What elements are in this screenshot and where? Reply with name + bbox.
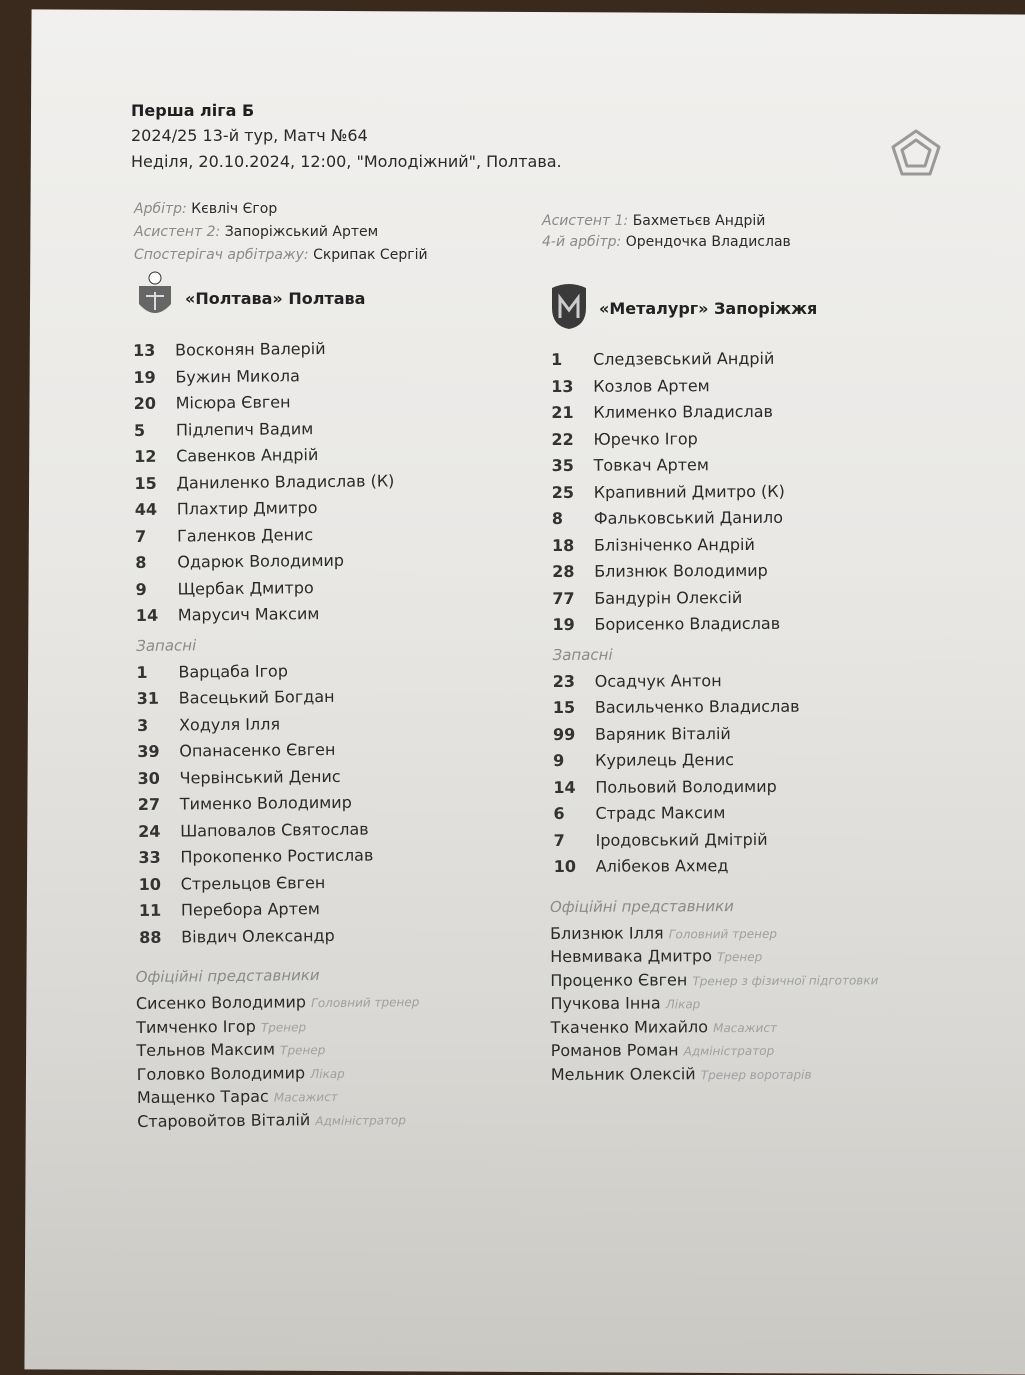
- player-number: 9: [553, 750, 565, 770]
- starter-row: [552, 613, 876, 641]
- player-name: Варцаба Ігор: [178, 660, 289, 682]
- subs-label: Запасні: [136, 635, 197, 655]
- away-lineup: [551, 348, 879, 1088]
- player-name: Козлов Артем: [593, 375, 710, 396]
- reps-label: Офіційні представники: [135, 966, 320, 987]
- starter-row: [552, 507, 876, 535]
- starter-row: [135, 524, 415, 553]
- player-name: Опанасенко Євген: [179, 739, 336, 761]
- player-name: Савенков Андрій: [176, 445, 319, 466]
- rep-name: Романов Роман: [550, 1040, 679, 1061]
- starter-row: [135, 577, 415, 606]
- fourth-official: 4-й арбітр: Орендочка Владислав: [542, 234, 791, 250]
- rep-name: Тимченко Ігор: [136, 1016, 256, 1037]
- player-name: Іродовський Дмітрій: [595, 829, 768, 850]
- player-name: Бандурін Олексій: [594, 587, 743, 608]
- starter-row: [552, 587, 876, 615]
- player-name: Варяник Віталій: [594, 723, 731, 744]
- player-number: 5: [133, 420, 146, 440]
- player-number: 25: [551, 482, 575, 502]
- rep-name: Пучкова Інна: [550, 993, 661, 1014]
- player-name: Перебора Артем: [180, 899, 320, 920]
- starter-row: [135, 550, 415, 579]
- sub-row: [136, 660, 416, 689]
- player-number: 44: [134, 499, 158, 519]
- player-number: 23: [552, 671, 576, 691]
- sub-row: [139, 925, 419, 954]
- sub-row: [139, 872, 419, 901]
- sub-row: [137, 766, 417, 795]
- rep-role: Тренер: [717, 949, 763, 965]
- home-team-name: «Полтава» Полтава: [185, 289, 366, 308]
- sub-row: [138, 792, 418, 821]
- player-number: 77: [552, 588, 575, 608]
- subs-label: Запасні: [552, 645, 613, 664]
- official-rep-row: [550, 945, 878, 970]
- poltava-crest-icon: [136, 270, 174, 322]
- official-rep-row: [550, 1016, 878, 1041]
- sub-row: [553, 749, 877, 777]
- player-name: Прокопенко Ростислав: [180, 845, 374, 867]
- referee-observer: Спостерігач арбітражу: Скрипак Сергій: [134, 247, 428, 263]
- date-venue: Неділя, 20.10.2024, 12:00, "Молодіжний", Полтава.: [131, 152, 562, 171]
- starter-row: [552, 560, 876, 588]
- rep-name: Старовойтов Віталій: [137, 1109, 311, 1131]
- player-number: 20: [133, 393, 157, 413]
- official-rep-row: [137, 1109, 421, 1135]
- official-rep-row: [136, 1038, 420, 1064]
- rep-role: Лікар: [310, 1066, 345, 1081]
- player-number: 15: [552, 697, 576, 717]
- player-number: 18: [551, 535, 575, 555]
- starter-row: [551, 375, 875, 403]
- player-name: Плахтир Дмитро: [176, 498, 318, 519]
- assistant-2: Асистент 2: Запоріжський Артем: [134, 224, 379, 240]
- player-name: Клименко Владислав: [593, 401, 773, 422]
- player-number: 39: [137, 741, 160, 761]
- rep-name: Близнюк Ілля: [550, 922, 664, 943]
- player-number: 12: [134, 446, 157, 466]
- assistant-1: Асистент 1: Бахметьєв Андрій: [542, 213, 766, 229]
- player-name: Даниленко Владислав (К): [176, 470, 395, 493]
- player-name: Одарюк Володимир: [177, 550, 345, 572]
- starter-row: [134, 444, 414, 473]
- player-name: Товкач Артем: [593, 455, 709, 475]
- starter-row: [551, 348, 875, 376]
- player-number: 30: [137, 768, 160, 788]
- player-name: Шаповалов Святослав: [180, 819, 369, 841]
- player-name: Васильченко Владислав: [594, 696, 800, 717]
- player-name: Фальковський Данило: [593, 507, 784, 528]
- player-number: 13: [133, 340, 156, 360]
- player-name: Восконян Валерій: [174, 338, 326, 360]
- player-number: 10: [138, 874, 162, 894]
- player-number: 14: [553, 777, 576, 797]
- rep-role: Головний тренер: [311, 995, 420, 1011]
- sub-row: [139, 898, 419, 927]
- player-name: Борисенко Владислав: [594, 613, 781, 634]
- player-number: 35: [551, 455, 574, 475]
- starter-row: [551, 401, 875, 429]
- rep-name: Мащенко Тарас: [136, 1086, 269, 1107]
- rep-name: Ткаченко Михайло: [550, 1016, 709, 1037]
- player-number: 33: [138, 847, 161, 867]
- player-number: 8: [551, 508, 564, 528]
- player-number: 9: [135, 579, 147, 599]
- rep-role: Адміністратор: [683, 1043, 775, 1059]
- player-name: Алібеков Ахмед: [595, 856, 729, 876]
- player-number: 7: [134, 526, 147, 546]
- sub-row: [553, 776, 877, 804]
- rep-role: Тренер: [260, 1019, 307, 1035]
- rep-role: Масажист: [713, 1020, 777, 1035]
- player-number: 15: [134, 473, 157, 493]
- player-number: 99: [552, 724, 576, 744]
- player-name: Марусич Максим: [177, 604, 320, 625]
- rep-role: Адміністратор: [315, 1112, 407, 1128]
- player-number: 88: [139, 927, 162, 947]
- starter-row: [552, 481, 876, 509]
- player-number: 8: [135, 552, 147, 572]
- player-name: Червінський Денис: [179, 766, 341, 788]
- sub-row: [553, 696, 877, 724]
- sub-row: [554, 855, 878, 883]
- sub-row: [553, 802, 877, 830]
- player-name: Стрельцов Євген: [180, 872, 326, 894]
- player-number: 19: [552, 614, 575, 634]
- rep-name: Невмивака Дмитро: [550, 946, 713, 967]
- sub-row: [138, 845, 418, 874]
- round-info: 2024/25 13-й тур, Матч №64: [131, 126, 368, 145]
- official-rep-row: [137, 1062, 421, 1088]
- rep-role: Тренер з фізичної підготовки: [692, 972, 879, 988]
- starter-row: [134, 391, 414, 420]
- away-team-name: «Металург» Запоріжжя: [599, 299, 818, 318]
- player-number: 1: [136, 662, 148, 682]
- player-number: 21: [551, 402, 574, 422]
- sub-row: [553, 723, 877, 751]
- rep-role: Тренер воротарів: [700, 1067, 812, 1082]
- league-title: Перша ліга Б: [131, 101, 255, 120]
- player-number: 1: [551, 349, 563, 369]
- player-name: Місюра Євген: [175, 392, 291, 413]
- player-name: Бужин Микола: [175, 365, 300, 387]
- sub-row: [137, 713, 417, 742]
- player-name: Следзевський Андрій: [592, 348, 775, 369]
- rep-name: Проценко Євген: [550, 969, 688, 990]
- starter-row: [133, 365, 413, 394]
- starter-row: [134, 418, 414, 447]
- player-name: Вівдич Олександр: [181, 925, 335, 947]
- player-name: Галенков Денис: [176, 524, 314, 546]
- referee: Арбітр: Кєвліч Єгор: [134, 201, 278, 217]
- starter-row: [552, 534, 876, 562]
- sub-row: [554, 829, 878, 857]
- rep-role: Тренер: [280, 1043, 326, 1058]
- official-rep-row: [136, 1015, 420, 1041]
- metalurh-crest-icon: [550, 282, 588, 330]
- player-number: 28: [552, 561, 575, 581]
- player-number: 31: [136, 688, 160, 708]
- sub-row: [137, 686, 417, 715]
- player-name: Васецький Богдан: [178, 686, 335, 708]
- rep-name: Головко Володимир: [136, 1062, 306, 1084]
- rep-role: Головний тренер: [668, 926, 778, 941]
- starter-row: [134, 471, 414, 500]
- rep-name: Мельник Олексій: [550, 1063, 696, 1084]
- official-rep-row: [550, 992, 878, 1017]
- sub-row: [553, 670, 877, 698]
- official-rep-row: [551, 1039, 879, 1064]
- rep-name: Сисенко Володимир: [135, 992, 307, 1014]
- official-rep-row: [550, 922, 878, 947]
- player-number: 13: [551, 376, 574, 396]
- player-number: 19: [133, 367, 156, 387]
- player-number: 6: [553, 803, 565, 823]
- rep-name: Тельнов Максим: [136, 1039, 276, 1061]
- official-rep-row: [551, 1063, 879, 1088]
- sub-row: [138, 819, 418, 848]
- player-name: Крапивний Дмитро (К): [593, 481, 785, 502]
- player-name: Юречко Ігор: [593, 428, 698, 449]
- player-name: Блізніченко Андрій: [593, 534, 755, 555]
- home-lineup: [133, 338, 421, 1135]
- sub-row: [137, 739, 417, 768]
- player-name: Осадчук Антон: [594, 670, 722, 691]
- starter-row: [552, 454, 876, 482]
- player-number: 10: [553, 856, 577, 876]
- player-number: 7: [553, 830, 565, 850]
- player-number: 3: [136, 715, 149, 735]
- player-number: 27: [137, 794, 161, 814]
- official-rep-row: [550, 969, 878, 994]
- player-number: 24: [138, 821, 161, 841]
- player-name: Близнюк Володимир: [594, 560, 768, 581]
- player-number: 22: [551, 429, 574, 449]
- rep-role: Лікар: [665, 997, 701, 1012]
- rep-role: Масажист: [273, 1089, 338, 1105]
- starter-row: [136, 603, 416, 632]
- starter-row: [135, 497, 415, 526]
- reps-label: Офіційні представники: [549, 896, 734, 916]
- player-name: Ходуля Ілля: [178, 713, 281, 735]
- player-name: Польовий Володимир: [595, 776, 777, 797]
- starter-row: [133, 338, 413, 367]
- official-rep-row: [136, 991, 420, 1017]
- player-number: 11: [138, 900, 162, 920]
- player-name: Тименко Володимир: [179, 792, 352, 814]
- official-rep-row: [137, 1085, 421, 1111]
- player-name: Страдс Максим: [595, 803, 726, 823]
- player-name: Курилець Денис: [595, 750, 735, 770]
- league-logo-icon: [890, 128, 942, 178]
- starter-row: [551, 428, 875, 456]
- player-name: Щербак Дмитро: [177, 577, 314, 599]
- player-number: 14: [135, 605, 159, 625]
- player-name: Підлепич Вадим: [175, 418, 314, 440]
